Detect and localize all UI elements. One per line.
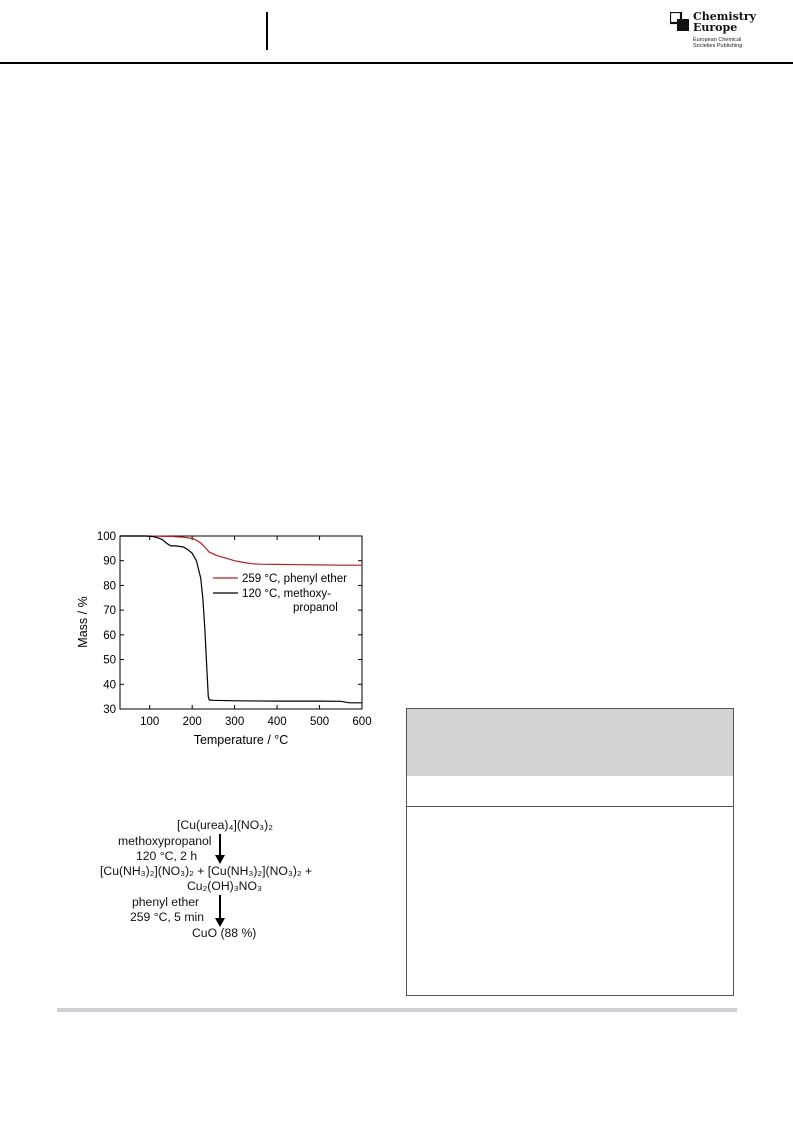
y-tick-label: 40	[103, 679, 116, 692]
y-tick-label: 100	[96, 531, 116, 543]
chemistry-europe-logo[interactable]	[670, 11, 780, 55]
footer-bar	[57, 1008, 737, 1012]
scheme-product: CuO (88 %)	[192, 926, 257, 940]
header-vertical-divider	[266, 12, 268, 50]
y-tick-label: 70	[103, 605, 116, 618]
y-tick-label: 30	[103, 704, 116, 716]
logo-title: Chemistry Europe	[693, 10, 757, 34]
tga-chart	[70, 520, 380, 750]
scheme-intermediate-2: Cu₂(OH)₃NO₃	[187, 879, 262, 893]
text-box-header	[407, 709, 733, 776]
text-box	[406, 708, 734, 996]
y-tick-label: 50	[103, 654, 116, 667]
arrow-down-icon	[219, 834, 221, 856]
x-tick-label: 600	[352, 716, 372, 728]
x-axis-label: Temperature / °C	[193, 733, 289, 747]
header-rule	[0, 62, 793, 64]
reaction-scheme	[100, 818, 380, 968]
legend-label-2-cont: propanol	[293, 602, 338, 614]
y-tick-label: 60	[103, 629, 116, 642]
arrow-down-icon	[219, 895, 221, 919]
scheme-condition-solvent-1: methoxypropanol	[118, 834, 212, 848]
scheme-condition-solvent-2: phenyl ether	[132, 895, 200, 909]
chart-legend	[213, 573, 347, 614]
x-tick-label: 400	[267, 716, 287, 728]
scheme-condition-temp-1: 120 °C, 2 h	[136, 849, 198, 863]
legend-label-2: 120 °C, methoxy-	[242, 588, 331, 600]
x-tick-label: 100	[140, 716, 160, 728]
scheme-reactant: [Cu(urea)₄](NO₃)₂	[177, 818, 273, 832]
x-tick-label: 500	[309, 716, 330, 728]
series-line-1	[120, 536, 362, 565]
chemistry-europe-logo-icon	[670, 12, 690, 32]
y-axis-label: Mass / %	[76, 596, 90, 648]
text-box-divider	[407, 806, 733, 807]
x-tick-label: 300	[225, 716, 245, 728]
legend-label-1: 259 °C, phenyl ether	[242, 573, 347, 585]
series-line-2	[120, 536, 362, 703]
y-tick-label: 80	[103, 580, 116, 593]
x-tick-label: 200	[182, 716, 202, 728]
y-tick-label: 90	[103, 555, 116, 568]
logo-subtitle: European Chemical Societies Publishing	[693, 37, 743, 49]
scheme-condition-temp-2: 259 °C, 5 min	[130, 910, 204, 924]
scheme-intermediate-1: [Cu(NH₃)₂](NO₃)₂ + [Cu(NH₃)₂](NO₃)₂ +	[100, 864, 313, 878]
